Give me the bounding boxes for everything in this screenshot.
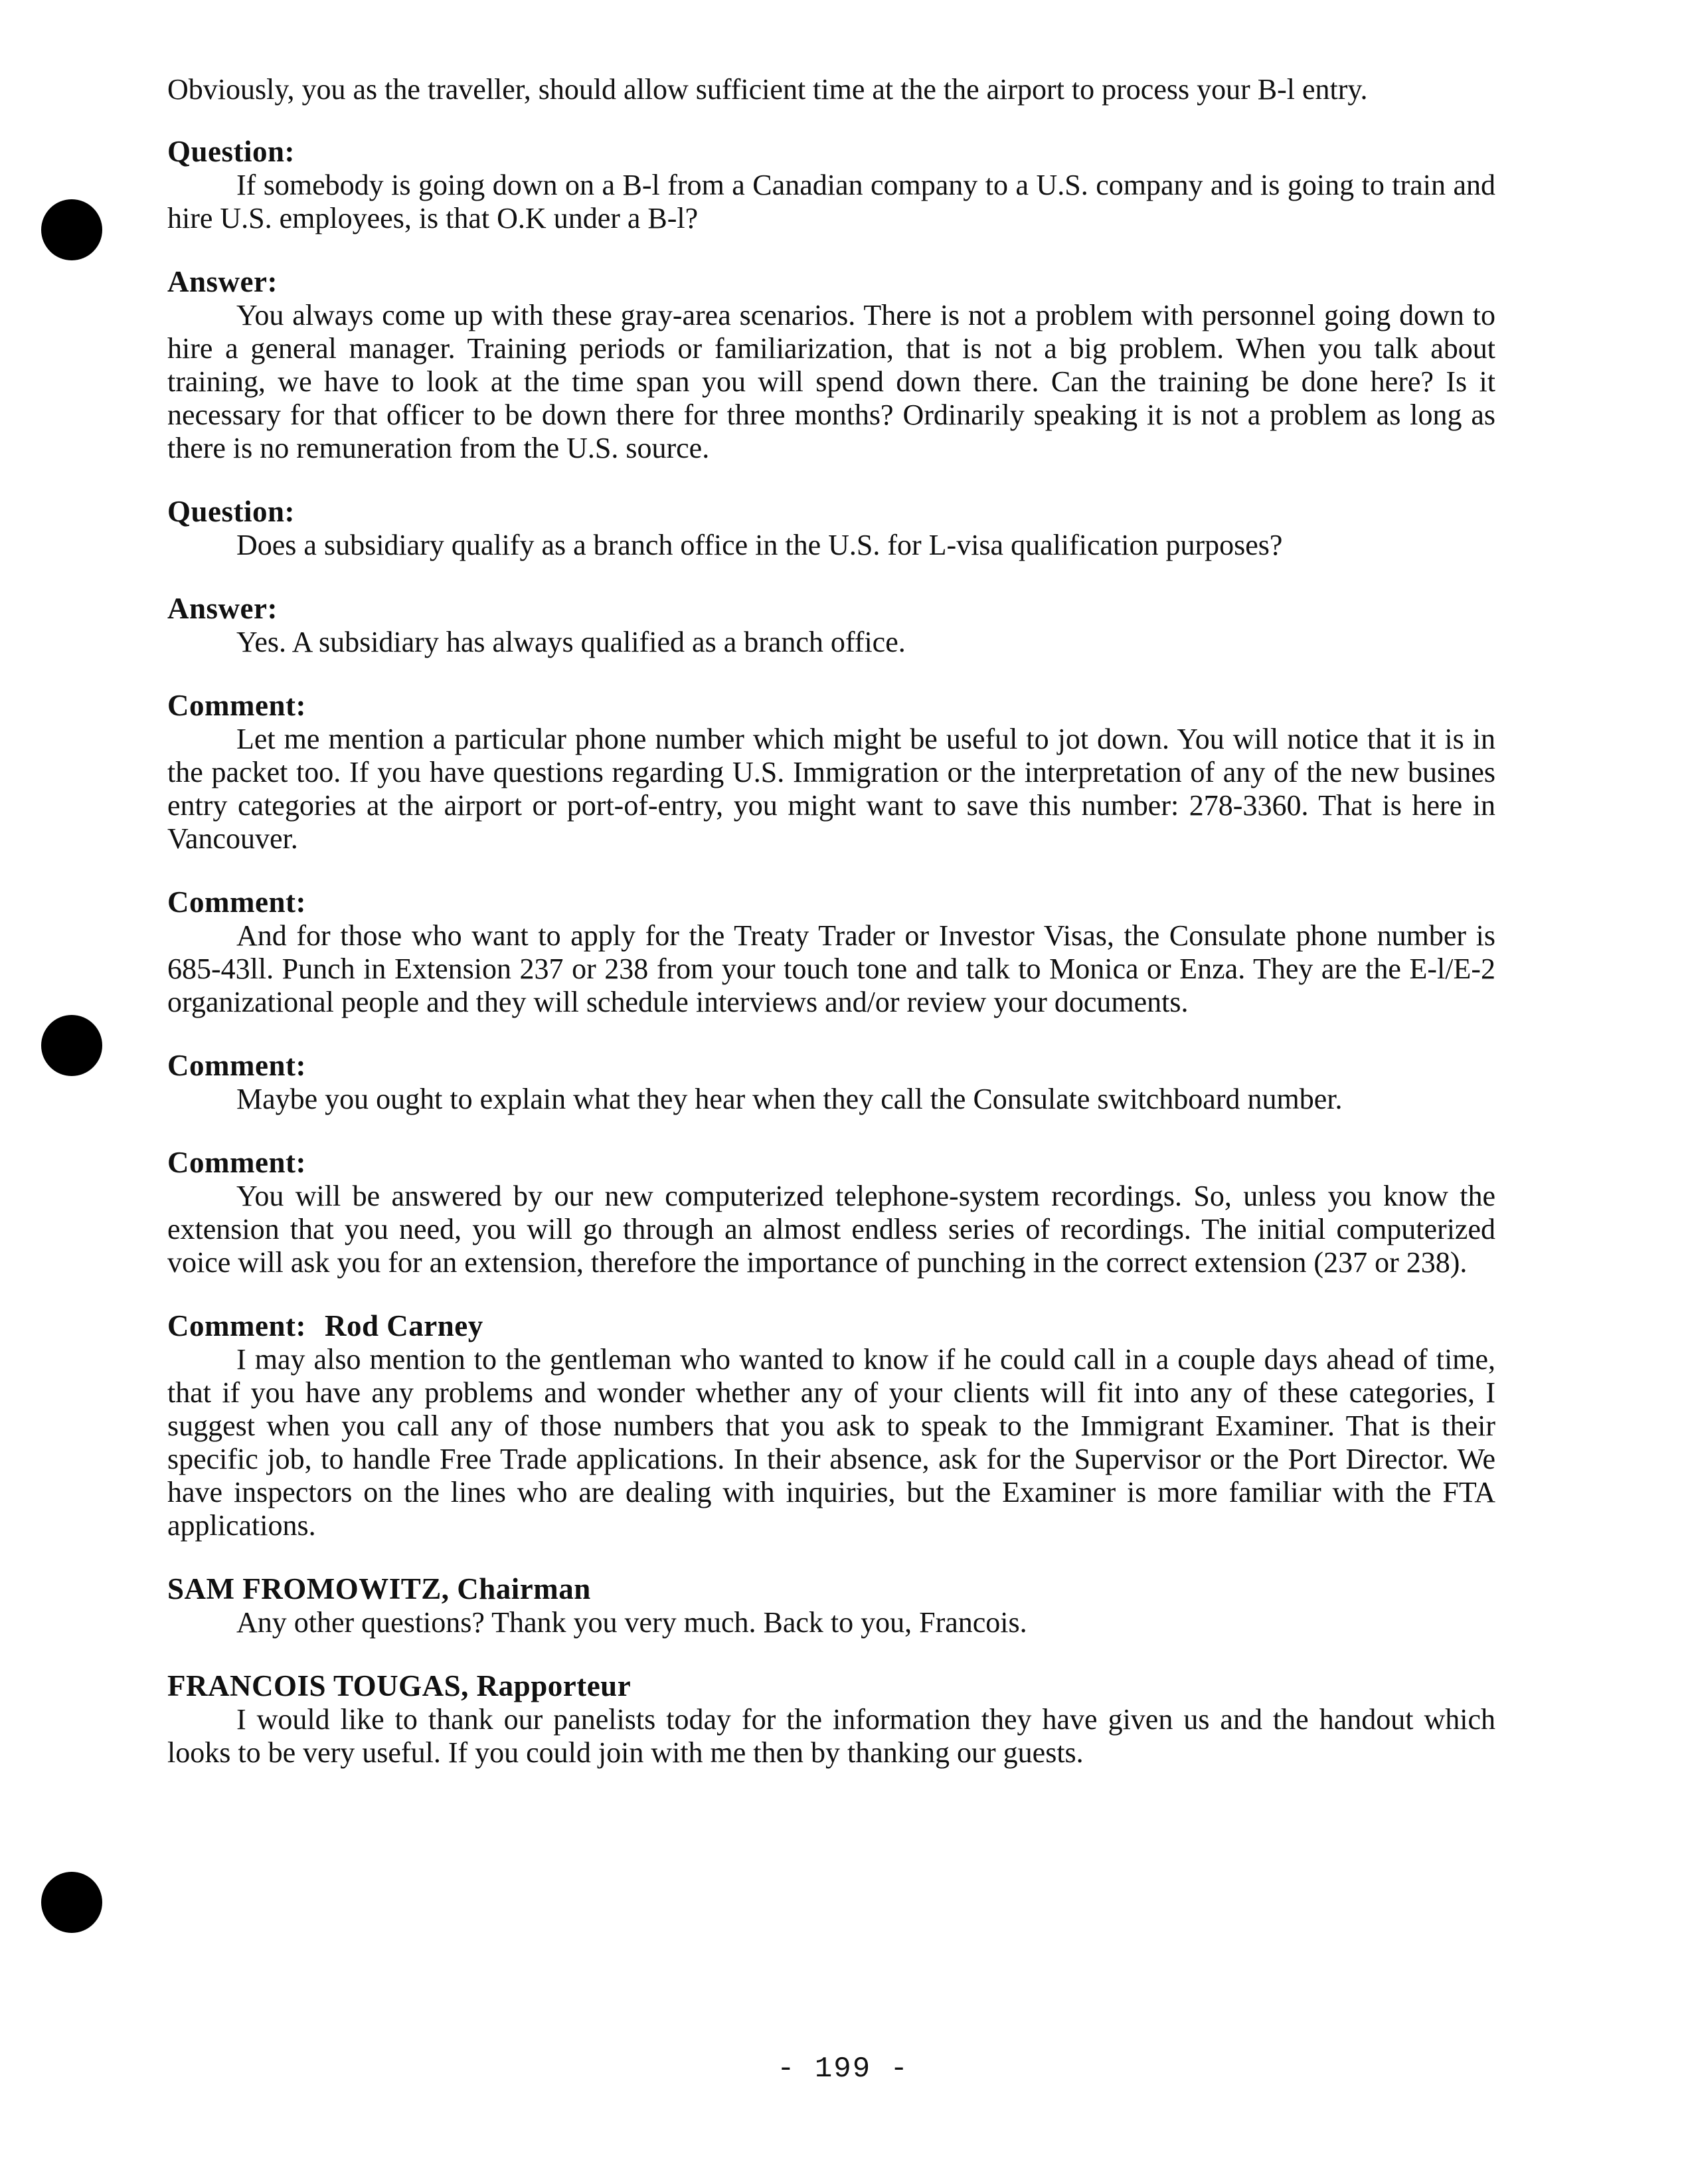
section-heading [167,1145,1495,1180]
section-label: Comment: [167,885,306,919]
document-page [167,73,1495,1799]
comment-1 [167,688,1495,856]
section-label: Comment: [167,1309,306,1342]
section-heading [167,1572,1495,1606]
section-text: Let me mention a particular phone number which might be useful to jot down. You will notice that it is in the packet too. If you have questions regarding U.S. Immigration or the interpretation of any of the new busines entry categories at the airport or port-of-entry, you might want to save this number: 278-3360. That is here in Vancouver. [167,723,1495,855]
answer-2 [167,591,1495,659]
comment-2 [167,885,1495,1019]
section-heading [167,1048,1495,1083]
speaker-name: Rod Carney [324,1309,483,1342]
section-label: SAM FROMOWITZ, Chairman [167,1572,591,1605]
section-text: I may also mention to the gentleman who wanted to know if he could call in a couple days ahead of time, that if you have any problems and wonder whether any of your clients will fit into any of these categories, I suggest when you call any of those numbers that you ask to speak to the Immigrant Examiner. That is their specific job, to handle Free Trade applications. In their absence, ask for the Supervisor or the Port Director. We have inspectors on the lines who are dealing with inquiries, but the Examiner is more familiar with the FTA applications. [167,1343,1495,1542]
section-text: Maybe you ought to explain what they hear when they call the Consulate switchboard number. [236,1083,1343,1115]
question-1 [167,134,1495,235]
answer-1 [167,264,1495,465]
section-text: Yes. A subsidiary has always qualified as a branch office. [236,626,906,658]
chairman-remark [167,1572,1495,1639]
section-label: Comment: [167,1049,306,1082]
section-heading [167,885,1495,919]
section-text: Does a subsidiary qualify as a branch office in the U.S. for L-visa qualification purposes? [236,529,1283,561]
section-text: You always come up with these gray-area scenarios. There is not a problem with personnel going down to hire a general manager. Training periods or familiarization, that is not a big problem. When you talk about training, we have to look at the time span you will spend down there. Can the training be done here? Is it necessary for that officer to be down there for three months? Ordinarily speaking it is not a problem as long as there is no remuneration from the U.S. source. [167,299,1495,464]
page-number: - 199 - [777,2052,909,2086]
section-text: You will be answered by our new computerized telephone-system recordings. So, unless you know the extension that you need, you will go through an almost endless series of recordings. The initial computerized voice will ask you for an extension, therefore the importance of punching in the correct extension (237 or 238). [167,1180,1495,1279]
section-heading [167,494,1495,529]
section-label: Question: [167,495,295,528]
question-2 [167,494,1495,562]
section-heading [167,591,1495,626]
section-heading [167,1309,1495,1343]
section-heading [167,264,1495,299]
section-heading [167,134,1495,169]
binder-hole-top [41,199,102,260]
comment-4 [167,1145,1495,1279]
binder-hole-middle [41,1015,102,1076]
intro-paragraph: Obviously, you as the traveller, should allow sufficient time at the the airport to process your B-l entry. [167,73,1368,106]
binder-hole-bottom [41,1872,102,1933]
comment-rod-carney [167,1309,1495,1542]
section-label: FRANCOIS TOUGAS, Rapporteur [167,1669,632,1702]
rapporteur-remark [167,1669,1495,1770]
section-text: If somebody is going down on a B-l from a Canadian company to a U.S. company and is going to train and hire U.S. employees, is that O.K under a B-l? [167,169,1495,234]
comment-3 [167,1048,1495,1116]
section-text: Any other questions? Thank you very much. Back to you, Francois. [236,1606,1027,1639]
section-text: I would like to thank our panelists today for the information they have given us and the handout which looks to be very useful. If you could join with me then by thanking our guests. [167,1703,1495,1769]
section-text: And for those who want to apply for the Treaty Trader or Investor Visas, the Consulate phone number is 685-43ll. Punch in Extension 237 or 238 from your touch tone and talk to Monica or Enza. They are the E-l/E-2 organizational people and they will schedule interviews and/or review your documents. [167,919,1495,1018]
section-label: Answer: [167,592,278,625]
section-heading [167,1669,1495,1703]
section-label: Comment: [167,689,306,722]
section-label: Comment: [167,1146,306,1179]
section-heading [167,688,1495,723]
section-label: Question: [167,135,295,168]
section-label: Answer: [167,265,278,298]
